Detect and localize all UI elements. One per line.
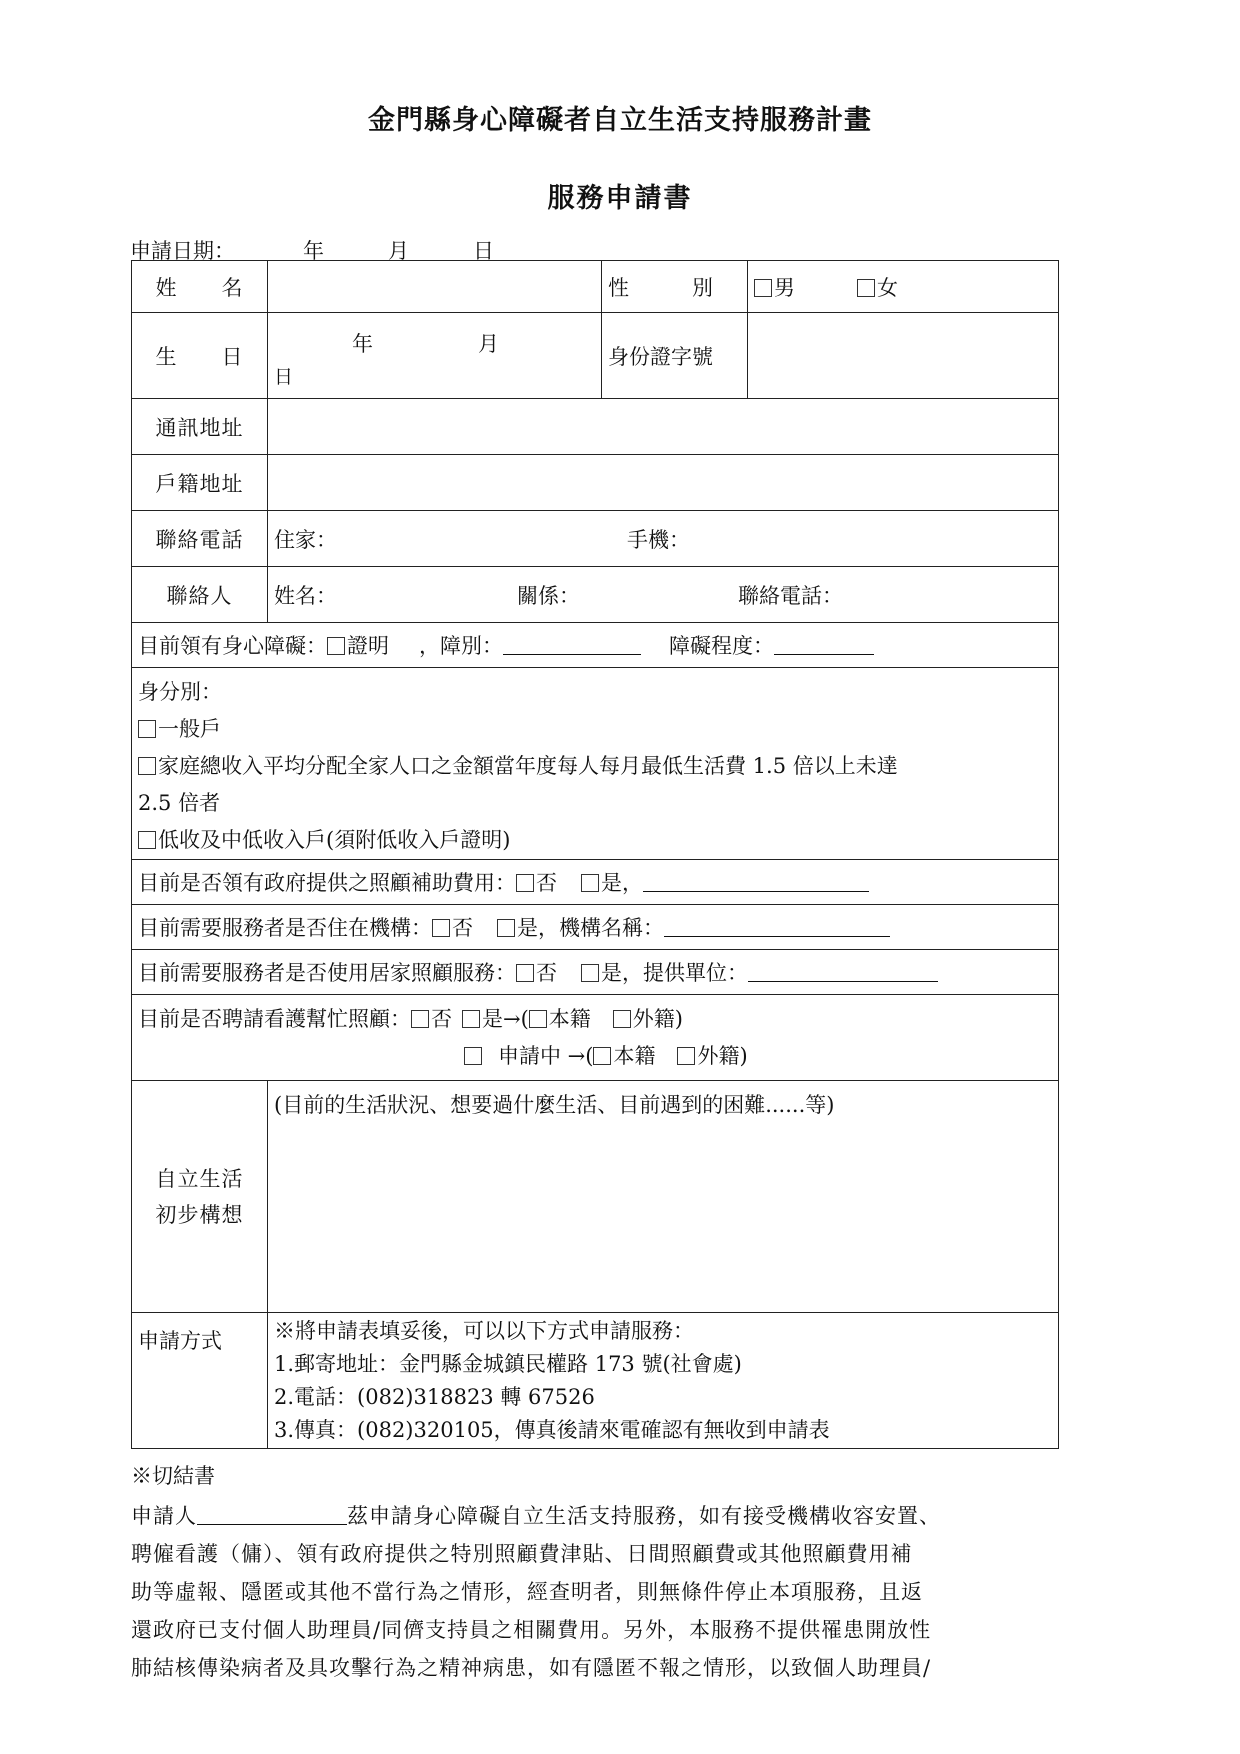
mobile-label: 手機：: [627, 527, 690, 552]
independent-living-hint: (目前的生活狀況、想要過什麼生活、目前遇到的困難......等): [274, 1093, 835, 1117]
application-method-info: [268, 1313, 1059, 1449]
status-income-label: 家庭總收入平均分配全家人口之金額當年度每人每月最低生活費 1.5 倍以上未達: [158, 754, 898, 778]
female-label: 女: [877, 275, 898, 300]
caregiver-applying-checkbox[interactable]: [464, 1047, 482, 1065]
disability-cert-checkbox[interactable]: [327, 637, 345, 655]
institution-no-label: 否: [452, 916, 473, 940]
contact-phone-label: 聯絡電話：: [738, 583, 843, 608]
status-low-income-checkbox[interactable]: [138, 831, 156, 849]
apply-year-label: 年: [303, 239, 324, 263]
application-method-label: 申請方式: [132, 1313, 268, 1449]
application-form-table: [131, 260, 1059, 1449]
independent-living-label: [132, 1081, 268, 1313]
disability-level-label: 障礙程度：: [669, 634, 774, 658]
caregiver-yes-local-label: 本籍: [548, 1006, 591, 1031]
caregiver-no-label: 否: [431, 1006, 452, 1031]
caregiver-question: 目前是否聘請看護幫忙照顧：: [138, 1006, 411, 1031]
method-intro: ※將申請表填妥後，可以以下方式申請服務：: [274, 1319, 694, 1343]
status-income-checkbox[interactable]: [138, 757, 156, 775]
caregiver-section: [132, 995, 1059, 1081]
name-field[interactable]: [268, 261, 602, 313]
oath-line-3: 助等虛報、隱匿或其他不當行為之情形，經查明者，則無條件停止本項服務，且返: [131, 1580, 923, 1604]
disability-prefix: 目前領有身心障礙：: [138, 634, 327, 658]
disability-row: [132, 623, 1059, 668]
male-checkbox[interactable]: [754, 279, 772, 297]
birth-label: 生 日: [132, 313, 268, 399]
subsidy-yes-label: 是，: [601, 871, 643, 895]
caregiver-yes-foreign-checkbox[interactable]: [613, 1010, 631, 1028]
caregiver-no-checkbox[interactable]: [411, 1010, 429, 1028]
oath-line-1-text: 茲申請身心障礙自立生活支持服務，如有接受機構收容安置、: [347, 1504, 941, 1528]
female-checkbox[interactable]: [857, 279, 875, 297]
status-general-checkbox[interactable]: [138, 720, 156, 738]
caregiver-yes-local-checkbox[interactable]: [529, 1010, 547, 1028]
disability-cert-label: 證明: [347, 634, 389, 658]
subsidy-yes-checkbox[interactable]: [581, 874, 599, 892]
apply-month-label: 月: [388, 239, 409, 263]
institution-name-blank[interactable]: [664, 916, 890, 937]
oath-line-1: [131, 1500, 941, 1530]
caregiver-applying-foreign-label: 外籍): [697, 1043, 748, 1068]
subsidy-no-checkbox[interactable]: [516, 874, 534, 892]
apply-day-label: 日: [473, 239, 494, 263]
oath-applicant-blank[interactable]: [197, 1504, 347, 1525]
home-care-row: [132, 950, 1059, 995]
disability-level-blank[interactable]: [774, 634, 874, 655]
form-subtitle: 服務申請書: [547, 183, 693, 214]
gender-options: [748, 261, 1059, 313]
oath-title: ※切結書: [131, 1464, 215, 1488]
independent-living-label-2: 初步構想: [155, 1202, 244, 1227]
page-title: 金門縣身心障礙者自立生活支持服務計畫: [368, 105, 872, 136]
caregiver-yes-foreign-label: 外籍): [632, 1006, 683, 1031]
institution-yes-checkbox[interactable]: [497, 919, 515, 937]
contact-person-label: 聯絡人: [132, 567, 268, 623]
method-phone: 2.電話：(082)318823 轉 67526: [274, 1385, 595, 1409]
institution-row: [132, 905, 1059, 950]
status-low-income-label: 低收及中低收入戶(須附低收入戶證明): [158, 828, 511, 852]
subsidy-row: [132, 860, 1059, 905]
home-care-yes-checkbox[interactable]: [581, 964, 599, 982]
disability-type-label: ，障別：: [419, 634, 503, 658]
caregiver-applying-foreign-checkbox[interactable]: [677, 1047, 695, 1065]
method-mail: 1.郵寄地址：金門縣金城鎮民權路 173 號(社會處): [274, 1352, 742, 1376]
disability-type-blank[interactable]: [503, 634, 641, 655]
home-care-provider-blank[interactable]: [748, 961, 938, 982]
phone-label: 聯絡電話: [132, 511, 268, 567]
method-fax: 3.傳真：(082)320105，傳真後請來電確認有無收到申請表: [274, 1418, 830, 1442]
independent-living-label-1: 自立生活: [155, 1166, 244, 1191]
home-care-no-checkbox[interactable]: [516, 964, 534, 982]
subsidy-no-label: 否: [536, 871, 557, 895]
oath-line-2: 聘僱看護（傭）、領有政府提供之特別照顧費津貼、日間照顧費或其他照顧費用補: [131, 1542, 913, 1566]
oath-line-5: 肺結核傳染病者及具攻擊行為之精神病患，如有隱匿不報之情形，以致個人助理員/: [131, 1656, 932, 1680]
gender-label: 性 別: [602, 261, 748, 313]
oath-line-4: 還政府已支付個人助理員/同儕支持員之相關費用。另外，本服務不提供罹患開放性: [131, 1618, 932, 1642]
household-address-label: 戶籍地址: [132, 455, 268, 511]
male-label: 男: [774, 275, 795, 300]
oath-applicant-label: 申請人: [131, 1504, 197, 1528]
identity-status-label: 身分別：: [138, 680, 222, 704]
mail-address-label: 通訊地址: [132, 399, 268, 455]
phone-field[interactable]: [268, 511, 1059, 567]
institution-question: 目前需要服務者是否住在機構：: [138, 916, 432, 940]
subsidy-yes-blank[interactable]: [643, 871, 869, 892]
birth-month-label: 月: [478, 331, 499, 356]
contact-relation-label: 關係：: [517, 583, 580, 608]
status-income-label-cont: 2.5 倍者: [138, 791, 221, 815]
birth-field[interactable]: [268, 313, 602, 399]
subsidy-question: 目前是否領有政府提供之照顧補助費用：: [138, 871, 516, 895]
status-general-label: 一般戶: [158, 717, 221, 741]
caregiver-applying-label: 申請中 →(: [498, 1043, 594, 1068]
caregiver-applying-local-label: 本籍: [613, 1043, 656, 1068]
institution-yes-label: 是，機構名稱：: [517, 916, 664, 940]
name-label: 姓 名: [132, 261, 268, 313]
contact-name-label: 姓名：: [274, 583, 337, 608]
identity-status-section: [132, 668, 1059, 860]
household-address-field[interactable]: [268, 455, 1059, 511]
apply-date-label: 申請日期：: [130, 239, 235, 263]
mail-address-field[interactable]: [268, 399, 1059, 455]
caregiver-applying-local-checkbox[interactable]: [593, 1047, 611, 1065]
id-number-field[interactable]: [748, 313, 1059, 399]
contact-person-field[interactable]: [268, 567, 1059, 623]
caregiver-yes-checkbox[interactable]: [462, 1010, 480, 1028]
id-number-label: 身份證字號: [602, 313, 748, 399]
birth-year-label: 年: [352, 331, 373, 356]
birth-day-label: 日: [274, 365, 294, 388]
home-care-no-label: 否: [536, 961, 557, 985]
home-care-yes-label: 是，提供單位：: [601, 961, 748, 985]
home-care-question: 目前需要服務者是否使用居家照顧服務：: [138, 961, 516, 985]
institution-no-checkbox[interactable]: [432, 919, 450, 937]
independent-living-plan-field[interactable]: [268, 1081, 1059, 1313]
home-phone-label: 住家：: [274, 527, 337, 552]
caregiver-yes-label: 是→(: [482, 1006, 529, 1031]
